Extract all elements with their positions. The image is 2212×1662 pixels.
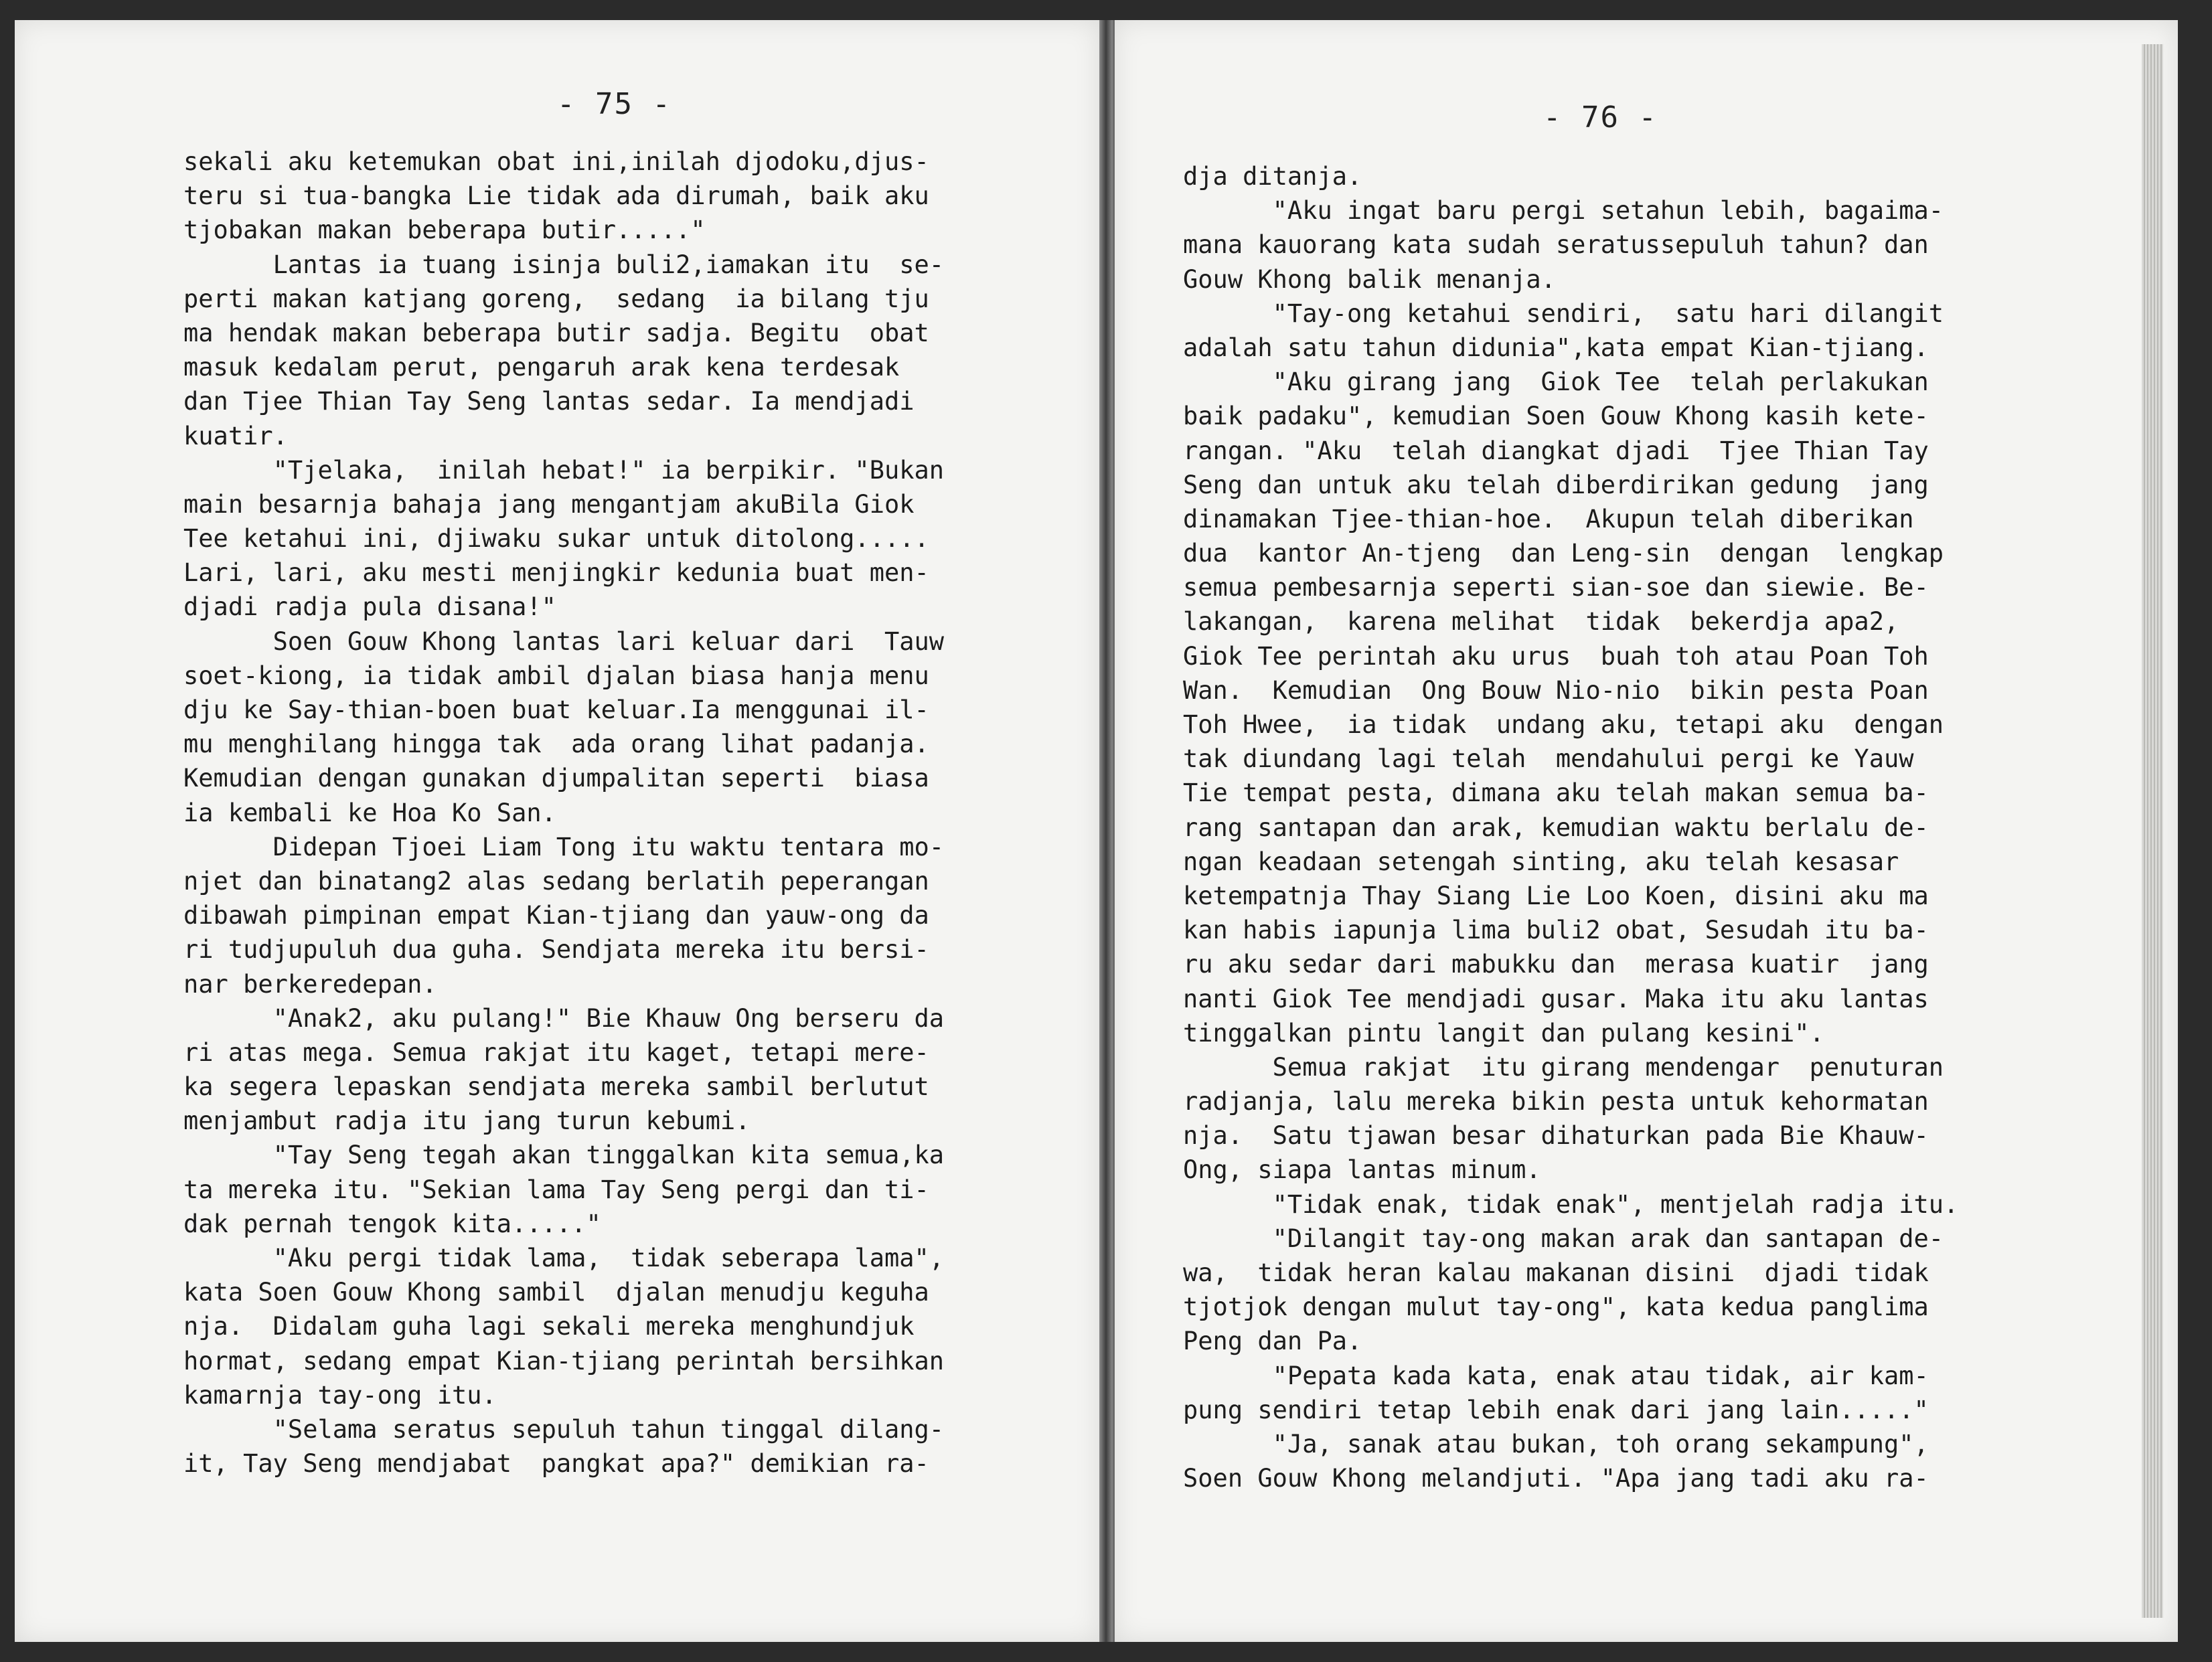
text-line: ri atas mega. Semua rakjat itu kaget, tetapi mere- (183, 1037, 929, 1067)
text-line: dua kantor An-tjeng dan Leng-sin dengan lengkap (1183, 539, 1944, 568)
text-line: Semua rakjat itu girang mendengar penuturan (1183, 1052, 1944, 1082)
text-line: perti makan katjang goreng, sedang ia bilang tju (183, 284, 929, 313)
text-line: "Aku ingat baru pergi setahun lebih, bagaima- (1183, 196, 1944, 226)
page-stack-edge (2142, 44, 2163, 1618)
text-line: "Pepata kada kata, enak atau tidak, air kam- (1183, 1361, 1929, 1390)
text-line: "Tay Seng tegah akan tinggalkan kita semua,ka (183, 1141, 945, 1170)
text-line: tak diundang lagi telah mendahului pergi ke Yauw (1183, 744, 1914, 774)
text-line: dinamakan Tjee-thian-hoe. Akupun telah diberikan (1183, 504, 1914, 533)
text-line: "Tay-ong ketahui sendiri, satu hari dilangit (1183, 299, 1944, 328)
text-line: Didepan Tjoei Liam Tong itu waktu tentara mo- (183, 832, 945, 861)
text-line: menjambut radja itu jang turun kebumi. (183, 1106, 750, 1136)
text-line: Peng dan Pa. (1183, 1327, 1362, 1356)
left-page (15, 20, 1101, 1642)
text-line: adalah satu tahun didunia",kata empat Kian-tjiang. (1183, 333, 1929, 362)
text-line: "Aku girang jang Giok Tee telah perlakukan (1183, 367, 1929, 397)
text-line: semua pembesarnja seperti sian-soe dan siewie. Be- (1183, 573, 1929, 602)
text-line: mana kauorang kata sudah seratussepuluh tahun? dan (1183, 230, 1929, 260)
text-line: ia kembali ke Hoa Ko San. (183, 798, 556, 827)
text-line: wa, tidak heran kalau makanan disini djadi tidak (1183, 1258, 1929, 1287)
text-line: Lari, lari, aku mesti menjingkir kedunia buat men- (183, 558, 929, 588)
text-line: masuk kedalam perut, pengaruh arak kena terdesak (183, 353, 900, 382)
right-page (1113, 20, 2178, 1642)
text-line: dibawah pimpinan empat Kian-tjiang dan yauw-ong da (183, 901, 929, 930)
text-line: Ong, siapa lantas minum. (1183, 1155, 1541, 1185)
text-line: pung sendiri tetap lebih enak dari jang lain....." (1183, 1395, 1929, 1424)
text-line: kamarnja tay-ong itu. (183, 1380, 497, 1410)
text-line: djadi radja pula disana!" (183, 592, 556, 622)
text-line: sekali aku ketemukan obat ini,inilah djodoku,djus- (183, 147, 929, 176)
text-line: kuatir. (183, 421, 288, 450)
text-line: ma hendak makan beberapa butir sadja. Begitu obat (183, 318, 929, 347)
text-line: main besarnja bahaja jang mengantjam akuBila Giok (183, 489, 915, 519)
text-line: Giok Tee perintah aku urus buah toh atau Poan Toh (1183, 641, 1929, 671)
text-line: baik padaku", kemudian Soen Gouw Khong kasih kete- (1183, 402, 1929, 431)
text-line: rangan. "Aku telah diangkat djadi Tjee Thian Tay (1183, 436, 1929, 465)
text-line: ta mereka itu. "Sekian lama Tay Seng pergi dan ti- (183, 1175, 929, 1204)
text-line: it, Tay Seng mendjabat pangkat apa?" demikian ra- (183, 1449, 929, 1479)
text-line: "Tjelaka, inilah hebat!" ia berpikir. "Bukan (183, 455, 945, 485)
text-line: nar berkeredepan. (183, 969, 437, 999)
text-line: "Anak2, aku pulang!" Bie Khauw Ong berseru da (183, 1003, 945, 1033)
text-line: nja. Didalam guha lagi sekali mereka menghundjuk (183, 1312, 915, 1341)
right-page-text (1183, 159, 1958, 1495)
text-line: nja. Satu tjawan besar dihaturkan pada Bie Khauw- (1183, 1121, 1929, 1151)
text-line: dja ditanja. (1183, 162, 1362, 191)
text-line: nanti Giok Tee mendjadi gusar. Maka itu aku lantas (1183, 984, 1929, 1013)
text-line: mu menghilang hingga tak ada orang lihat padanja. (183, 730, 929, 759)
text-line: Seng dan untuk aku telah diberdirikan gedung jang (1183, 470, 1929, 499)
text-line: njet dan binatang2 alas sedang berlatih peperangan (183, 866, 929, 896)
text-line: Tee ketahui ini, djiwaku sukar untuk ditolong..... (183, 524, 929, 554)
text-line: ru aku sedar dari mabukku dan merasa kuatir jang (1183, 950, 1929, 979)
text-line: Tie tempat pesta, dimana aku telah makan semua ba- (1183, 778, 1929, 808)
text-line: dak pernah tengok kita....." (183, 1209, 601, 1238)
text-line: soet-kiong, ia tidak ambil djalan biasa hanja menu (183, 661, 929, 690)
text-line: rang santapan dan arak, kemudian waktu berlalu de- (1183, 813, 1929, 842)
text-line: tjotjok dengan mulut tay-ong", kata kedua panglima (1183, 1293, 1929, 1322)
text-line: "Aku pergi tidak lama, tidak seberapa lama", (183, 1244, 945, 1272)
text-line: ketempatnja Thay Siang Lie Loo Koen, disini aku ma (1183, 881, 1929, 910)
text-line: teru si tua-bangka Lie tidak ada dirumah, baik aku (183, 181, 929, 211)
text-line: ka segera lepaskan sendjata mereka sambil berlutut (183, 1072, 929, 1102)
text-line: "Dilangit tay-ong makan arak dan santapan de- (1183, 1224, 1944, 1253)
text-line: hormat, sedang empat Kian-tjiang perintah bersihkan (183, 1346, 945, 1376)
text-line: Wan. Kemudian Ong Bouw Nio-nio bikin pesta Poan (1183, 675, 1929, 705)
text-line: radjanja, lalu mereka bikin pesta untuk kehormatan (1183, 1087, 1929, 1116)
page-number-76: - 76 - (1543, 100, 1658, 135)
text-line: "Tidak enak, tidak enak", mentjelah radja itu. (1183, 1189, 1959, 1219)
text-line: tinggalkan pintu langit dan pulang kesini". (1183, 1018, 1824, 1048)
text-line: "Ja, sanak atau bukan, toh orang sekampung", (1183, 1429, 1929, 1459)
text-line: tjobakan makan beberapa butir....." (183, 216, 706, 245)
page-number-75: - 75 - (557, 87, 672, 121)
text-line: kata Soen Gouw Khong sambil djalan menudju keguha (183, 1278, 929, 1307)
text-line: kan habis iapunja lima buli2 obat, Sesudah itu ba- (1183, 916, 1929, 945)
book-gutter (1099, 20, 1113, 1642)
text-line: Gouw Khong balik menanja. (1183, 264, 1556, 294)
text-line: "Selama seratus sepuluh tahun tinggal dilang- (183, 1414, 945, 1444)
left-page-text (183, 145, 944, 1481)
text-line: Soen Gouw Khong melandjuti. "Apa jang tadi aku ra- (1183, 1464, 1929, 1493)
text-line: dan Tjee Thian Tay Seng lantas sedar. Ia mendjadi (183, 387, 915, 416)
text-line: ngan keadaan setengah sinting, aku telah kesasar (1183, 847, 1899, 876)
text-line: Toh Hwee, ia tidak undang aku, tetapi aku dengan (1183, 710, 1944, 739)
text-line: Kemudian dengan gunakan djumpalitan seperti biasa (183, 764, 929, 793)
text-line: Lantas ia tuang isinja buli2,iamakan itu se- (183, 250, 945, 279)
text-line: lakangan, karena melihat tidak bekerdja apa2, (1183, 607, 1899, 637)
text-line: Soen Gouw Khong lantas lari keluar dari Tauw (183, 627, 945, 656)
text-line: dju ke Say-thian-boen buat keluar.Ia menggunai il- (183, 695, 929, 724)
text-line: ri tudjupuluh dua guha. Sendjata mereka itu bersi- (183, 935, 929, 965)
